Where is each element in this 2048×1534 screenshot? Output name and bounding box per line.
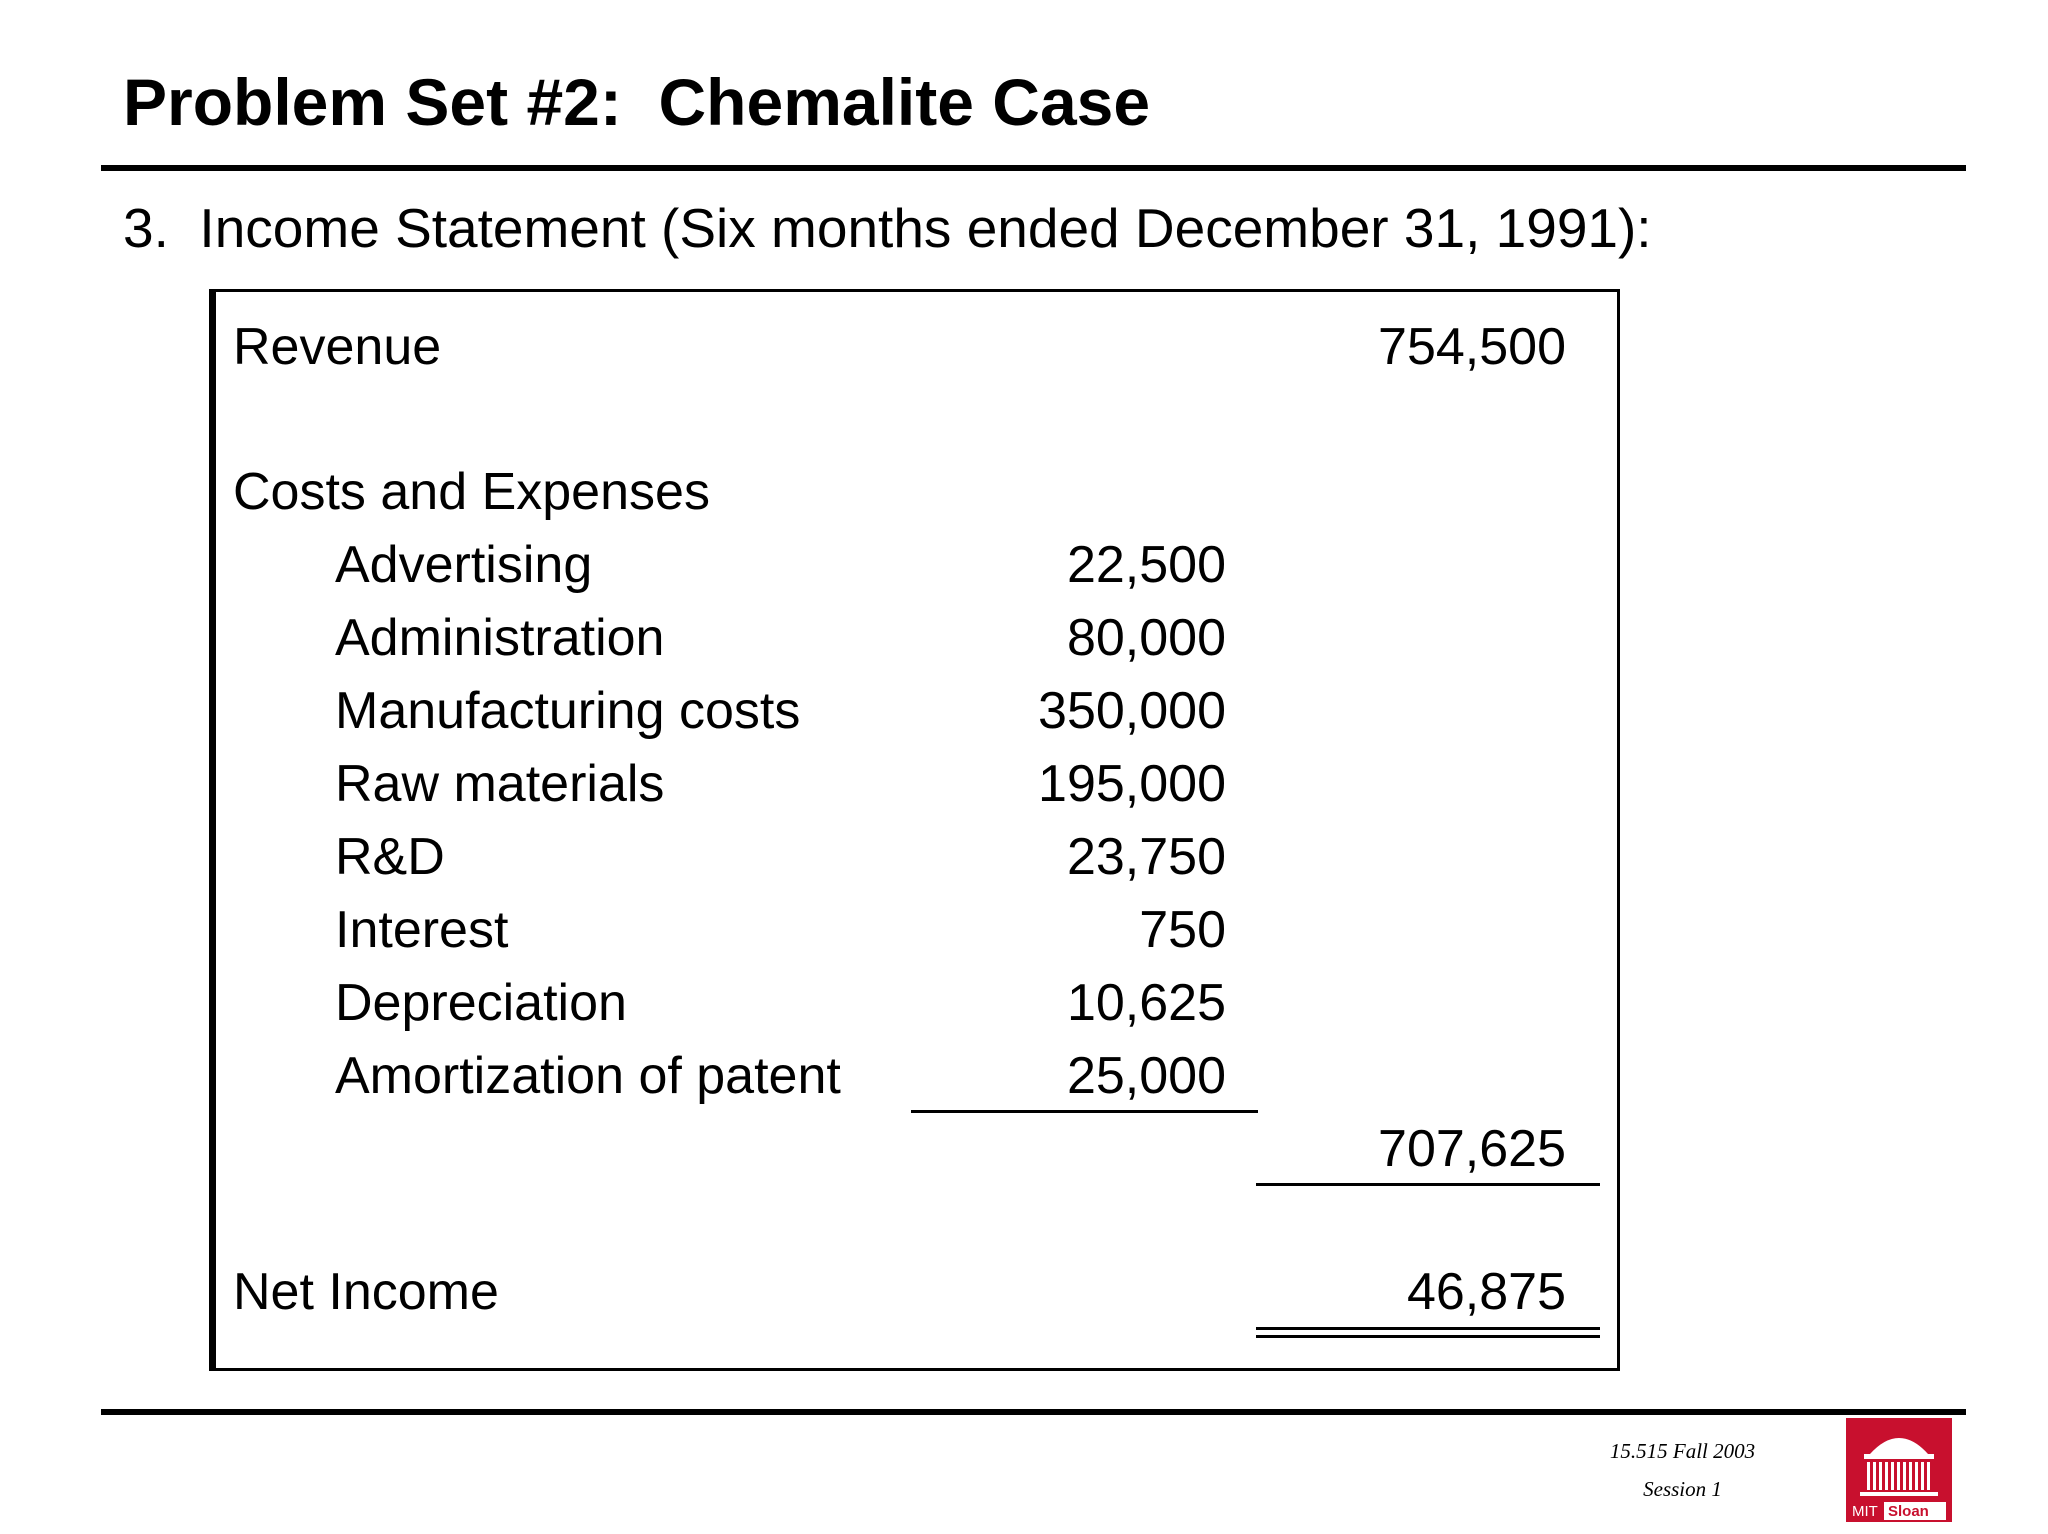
expense-row-interest [216,895,1617,965]
expense-row-rnd [216,822,1617,892]
net-income-row [216,1257,1617,1327]
expense-label: Amortization of patent [335,1047,841,1105]
revenue-row [216,312,1617,382]
expense-label: Manufacturing costs [335,682,801,740]
expense-value: 750 [1139,901,1226,959]
expense-label: R&D [335,828,445,886]
svg-text:MIT: MIT [1852,1503,1878,1520]
costs-heading-row [216,457,1617,527]
expense-value: 80,000 [1066,609,1226,667]
total-underline [1256,1183,1600,1186]
net-income-double-underline-top [1256,1327,1600,1330]
session-label: Session 1 [1643,1477,1722,1501]
expense-value: 10,625 [1066,974,1226,1032]
net-income-double-underline-bottom [1256,1335,1600,1338]
section-heading: 3. Income Statement (Six months ended December 31, 1991): [123,197,1652,259]
top-divider [101,165,1966,171]
mit-sloan-logo [1846,1418,1952,1522]
course-label: 15.515 Fall 2003 [1609,1439,1756,1463]
expense-label: Administration [335,609,665,667]
expense-row-administration [216,603,1617,673]
costs-heading: Costs and Expenses [233,463,710,521]
expense-value: 25,000 [1066,1047,1226,1105]
subtotal-underline [911,1110,1258,1113]
bottom-divider [101,1409,1966,1415]
expense-value: 195,000 [1038,755,1226,813]
expense-label: Interest [335,901,509,959]
expense-value: 23,750 [1066,828,1226,886]
expense-row-advertising [216,530,1617,600]
expense-value: 350,000 [1038,682,1226,740]
expense-label: Raw materials [335,755,665,813]
expense-row-raw-materials [216,749,1617,819]
expense-label: Advertising [335,536,593,594]
revenue-label: Revenue [233,318,442,376]
expense-label: Depreciation [335,974,627,1032]
expense-row-depreciation [216,968,1617,1038]
revenue-value: 754,500 [1378,318,1566,376]
total-costs-value: 707,625 [1378,1120,1566,1178]
svg-text:Sloan: Sloan [1888,1503,1929,1520]
income-statement [209,289,1620,1371]
expense-row-manufacturing [216,676,1617,746]
page-title: Problem Set #2: Chemalite Case [123,65,1151,139]
expense-row-amortization [216,1041,1617,1111]
total-costs-row [216,1114,1617,1184]
net-income-value: 46,875 [1406,1263,1566,1321]
expense-value: 22,500 [1066,536,1226,594]
net-income-label: Net Income [233,1263,499,1321]
